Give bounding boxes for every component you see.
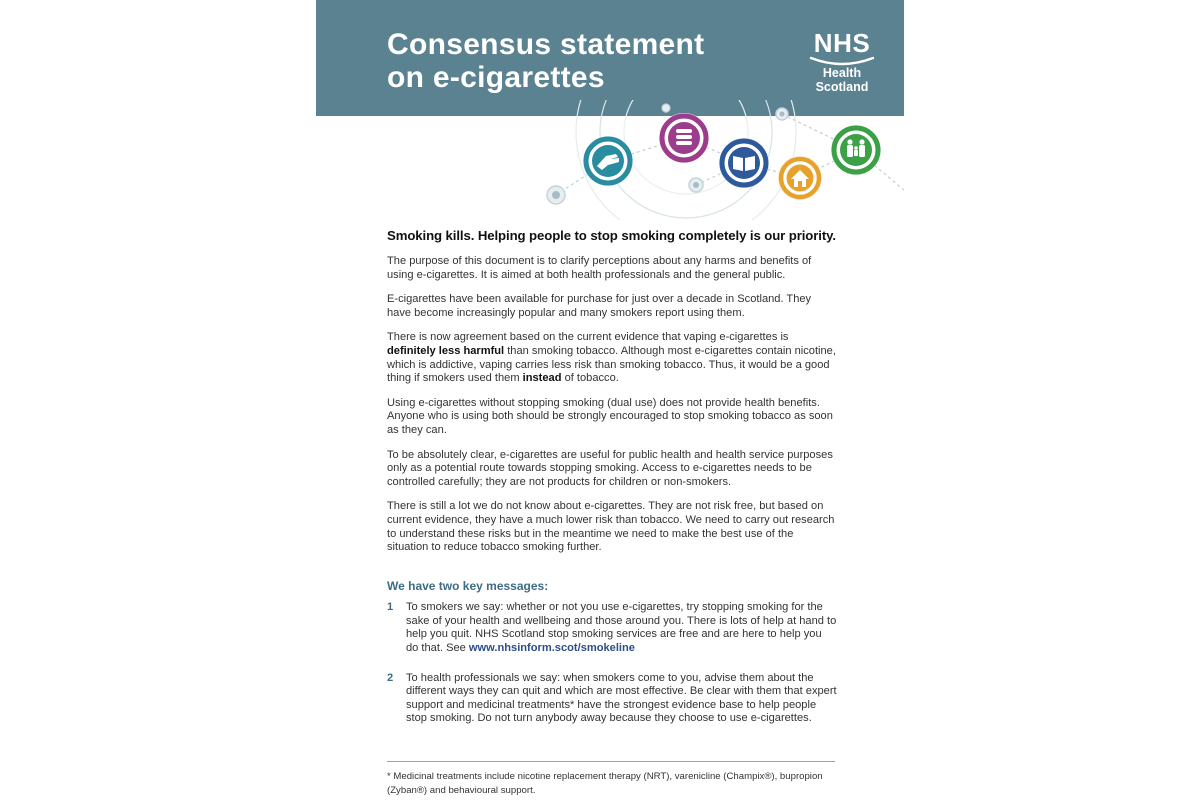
- page-title: [387, 28, 767, 94]
- key-messages-heading: We have two key messages:: [387, 578, 549, 593]
- hand-icon: [583, 136, 633, 186]
- paragraph-dual-use: Using e-cigarettes without stopping smoking (dual use) does not provide health benefits. Anyone who is using both should be strongly encouraged to stop smoking tobacco as soon as they can.: [387, 396, 833, 436]
- key-message-text: To smokers we say: whether or not you use e-cigarettes, try stopping smoking for the sake of your health and wellbeing and those around you. There is lots of help at hand to help you quit. NHS Scotland stop smoking services are free and are here to help you do that. See: [406, 601, 837, 655]
- footnote: * Medicinal treatments include nicotine replacement therapy (NRT), varenicline (Champix®), bupropion (Zyban®) and behavioural support.: [387, 771, 823, 796]
- emphasis-instead: instead: [522, 372, 562, 385]
- family-icon: [831, 125, 881, 175]
- house-icon: [778, 156, 822, 200]
- main-content: [387, 228, 837, 742]
- logo-nhs-text: NHS: [813, 28, 871, 58]
- decorative-icon-graphic: [316, 100, 904, 220]
- book-icon: [719, 138, 769, 188]
- logo-subtitle: [802, 66, 882, 94]
- footnote-divider: [387, 761, 835, 762]
- key-message-1: [387, 601, 837, 655]
- key-message-number: 2: [387, 671, 394, 684]
- title-line-1: Consensus statement: [387, 28, 705, 61]
- agreement-text-2: than smoking tobacco. Although most e-cigarettes contain nicotine, which is addictive, vaping carries less risk than smoking tobacco. Thus, it would be a good thing if smokers used them: [387, 344, 836, 385]
- key-message-2: [387, 672, 837, 726]
- smokeline-link[interactable]: www.nhsinform.scot/smokeline: [468, 642, 635, 655]
- paragraph-availability: E-cigarettes have been available for purchase for just over a decade in Scotland. They have become increasingly popular and many smokers report using them.: [387, 293, 812, 319]
- key-message-number: 1: [387, 601, 394, 614]
- paragraph-purpose: The purpose of this document is to clarify perceptions about any harms and benefits of using e-cigarettes. It is aimed at both health professionals and the general public.: [387, 255, 812, 281]
- paragraph-agreement: [387, 331, 837, 385]
- nhs-health-scotland-logo: [802, 30, 882, 94]
- document-page: [316, 0, 904, 800]
- logo-health: Health: [822, 66, 862, 80]
- header-banner: [316, 0, 904, 116]
- key-message-text: To health professionals we say: when smokers come to you, advise them about the different ways they can quit and which are most effective. Be clear with them that expert support and medicinal treatments* have the strongest evidence base to help people stop smoking. Do not turn anybody away because they choose to use e-cigarettes.: [406, 671, 837, 725]
- paragraph-unknowns: There is still a lot we do not know about e-cigarettes. They are not risk free, but based on current evidence, they have a much lower risk than tobacco. We need to carry out research to understand these risks but in the meantime we need to make the best use of the situation to reduce tobacco smoking further.: [387, 500, 835, 554]
- lead-heading: Smoking kills. Helping people to stop smoking completely is our priority.: [387, 228, 836, 243]
- logo-scotland: Scotland: [815, 80, 869, 94]
- title-line-2: on e-cigarettes: [387, 61, 605, 94]
- emphasis-less-harmful: definitely less harmful: [387, 344, 505, 357]
- agreement-text-3: of tobacco.: [561, 372, 619, 385]
- paragraph-clarity: To be absolutely clear, e-cigarettes are useful for public health and health service purposes only as a potential route towards stopping smoking. Access to e-cigarettes needs to be controlled carefully; they are not products for children or non-smokers.: [387, 448, 833, 488]
- agreement-text-1: There is now agreement based on the current evidence that vaping e-cigarettes is: [387, 331, 789, 344]
- coins-icon: [659, 113, 709, 163]
